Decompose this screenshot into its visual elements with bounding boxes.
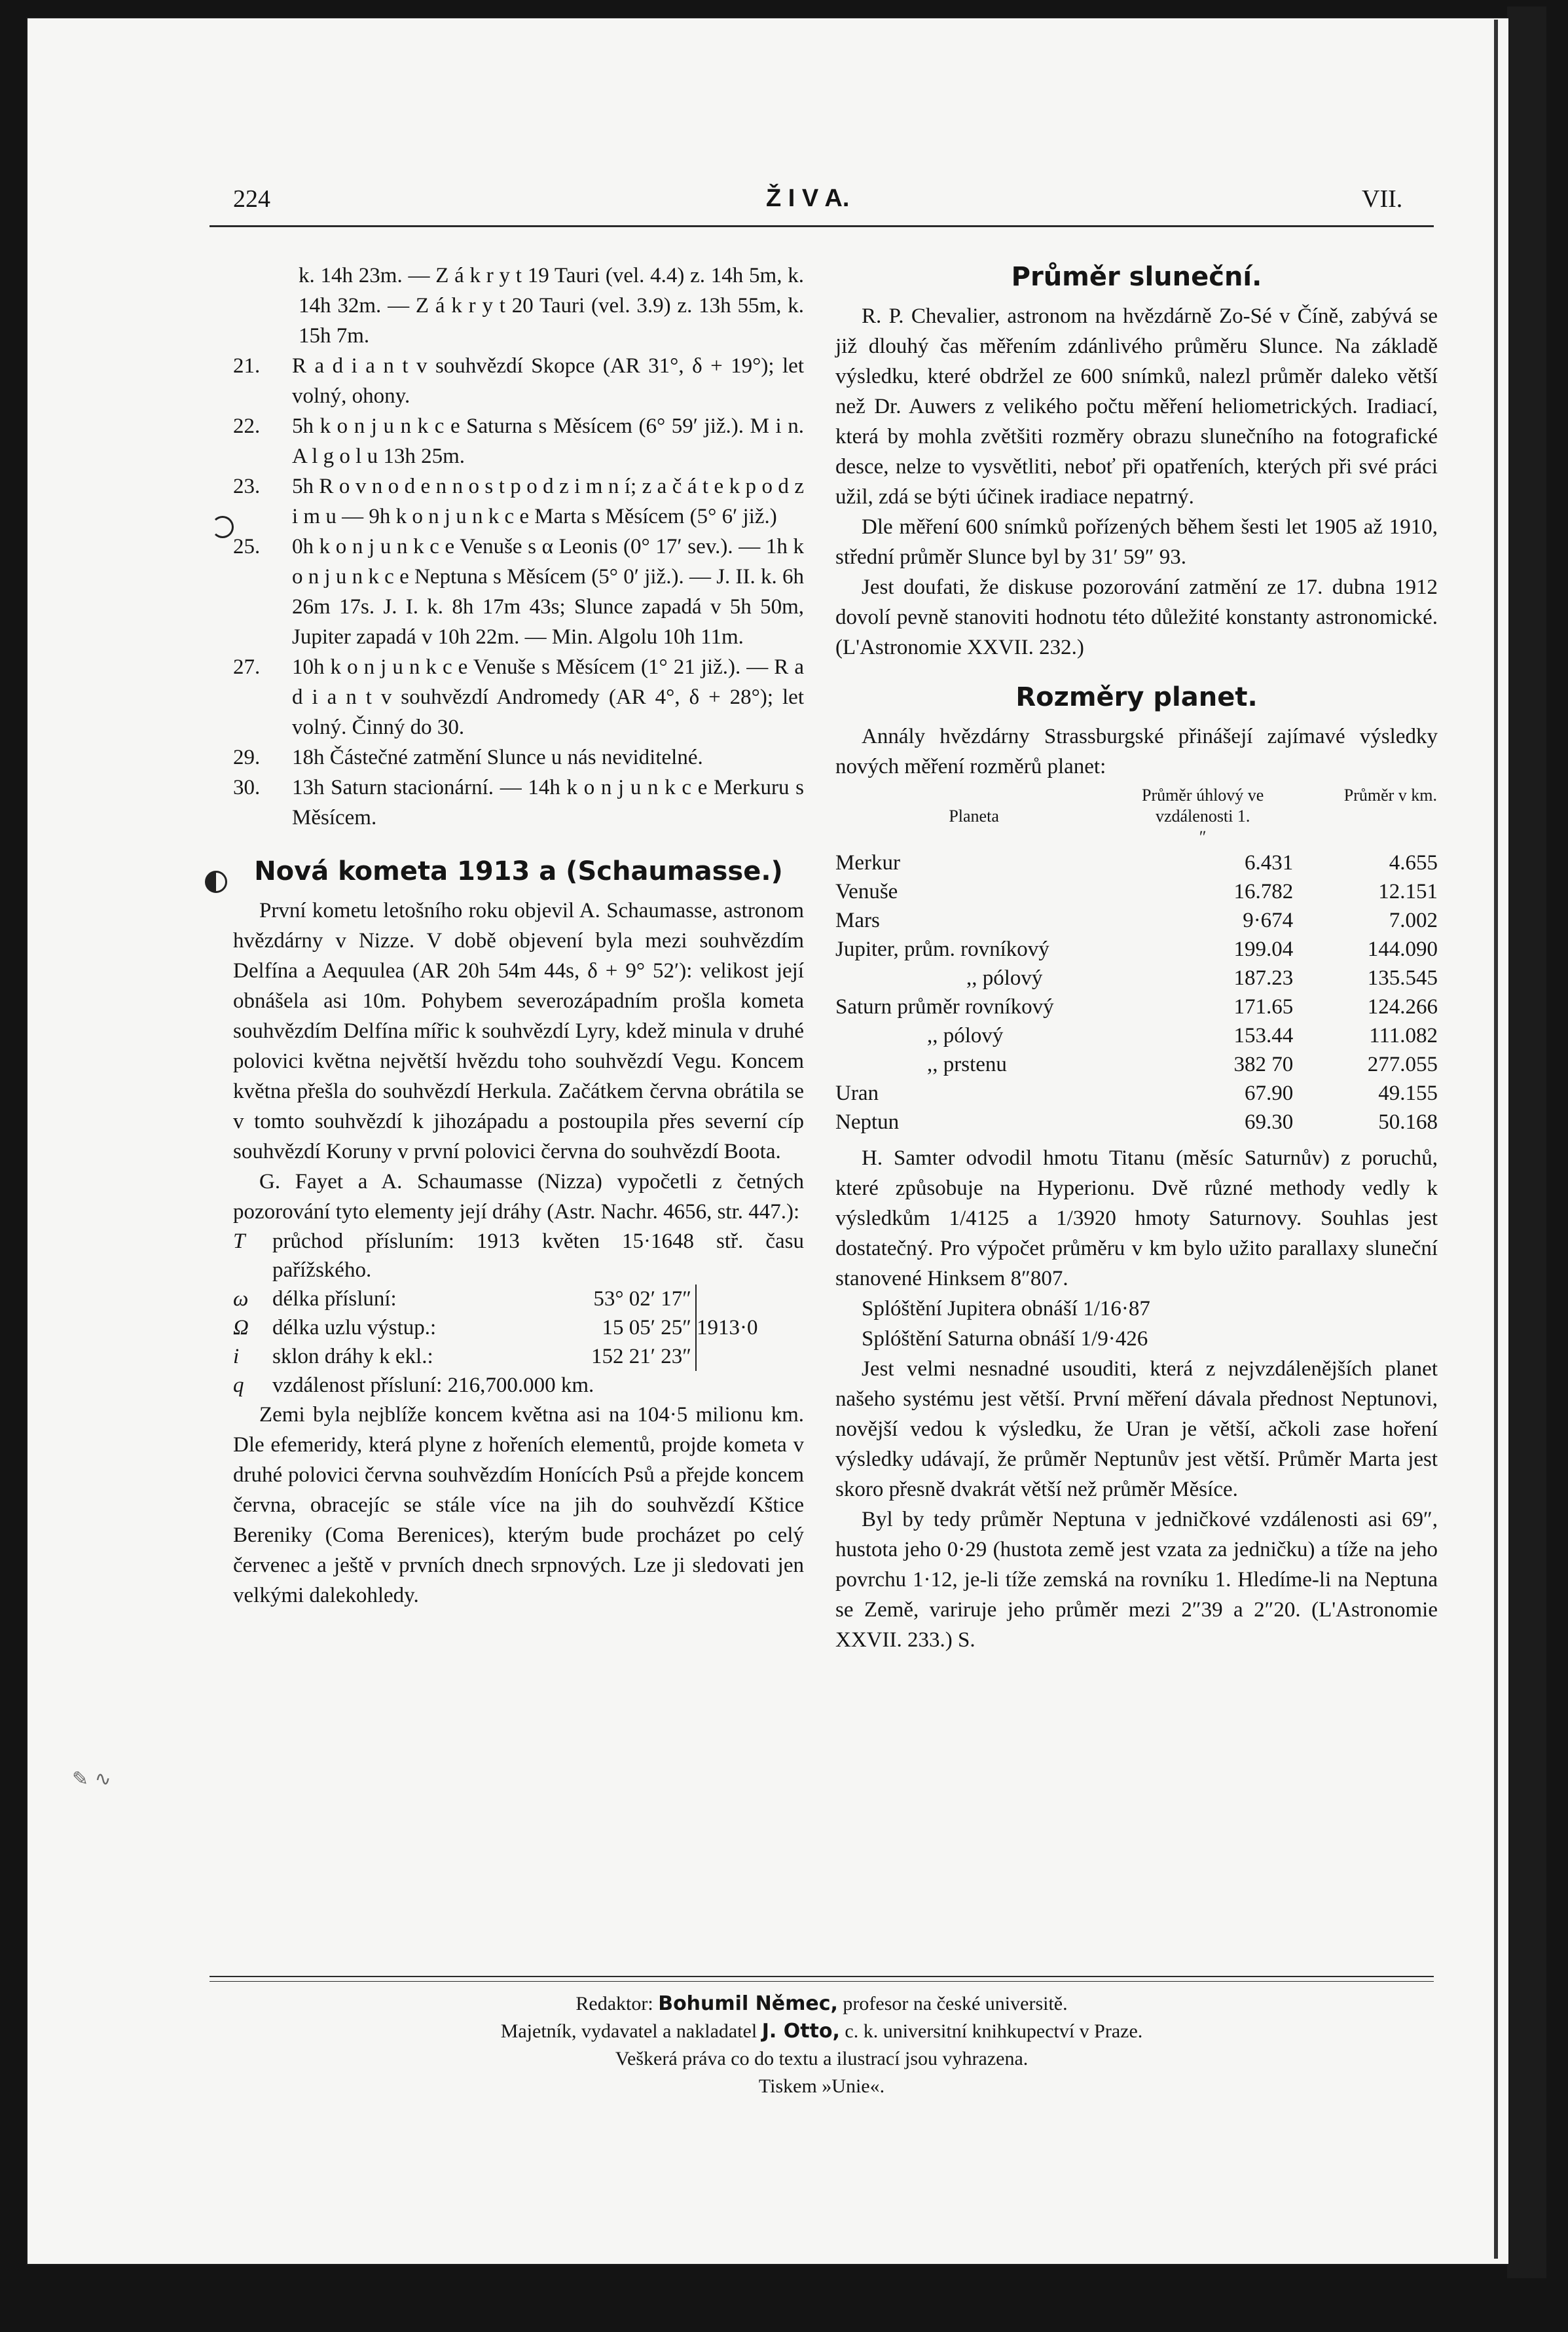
left-column — [233, 261, 804, 1611]
comet-paragraph: První kometu letošního roku objevil A. Schaumasse, astronom hvězdárny v Nizze. V době objevení byla mezi souhvězdím Delfína a Aequulea (AR 20h 54m 44s, δ + 9° 52′): velikost její obnášela asi 10m. Pohybem severozápadním prošla kometa souhvězdím Delfína mířic k souhvězdí Lyry, kdež minula v druhé polovici května největší hvězdu toho souhvězdí Vegu. Koncem května přešla do souhvězdí Herkula. Začátkem června obrátila se v tomto souhvězdí k jihozápadu a postoupila přes severní cíp souhvězdí Koruny v první polovici června do souhvězdí Boota. — [233, 899, 804, 1163]
orbit-elements-list — [233, 1284, 697, 1371]
planets-intro: Annály hvězdárny Strassburgské přinášejí zajímavé výsledky nových měření rozměrů planet: — [835, 725, 1438, 778]
planets-paragraph: H. Samter odvodil hmotu Titanu (měsíc Saturnův) z poruchů, které způsobuje na Hyperionu. Dvě různé methody vedly k výsledkům 1/4125 a 1/3920 hmoty Saturnovy. Souhlas jest dostatečný. Pro výpočet průměru v km bylo užito parallaxy sluneční stanovené Hinksem 8″807. — [835, 1146, 1438, 1290]
margin-handwriting: ✎ ∿ — [72, 1768, 111, 1791]
colophon-printer: Tiskem »Unie«. — [758, 2075, 885, 2097]
calendar-entry: 29. 18h Částečné zatmění Slunce u nás neviditelné. — [233, 746, 703, 769]
column-header-planet: Planeta — [949, 807, 999, 826]
orbit-elements-group — [233, 1284, 804, 1371]
table-row: Jupiter, prům. rovníkový 199.04 144.090 — [835, 938, 1438, 961]
planets-paragraph: Splóštění Jupitera obnáší 1/16·87 — [862, 1297, 1150, 1321]
colophon-rights: Veškerá práva co do textu a ilustrací jsou vyhrazena. — [615, 2048, 1029, 2069]
calendar-entry: 23. 5h R o v n o d e n n o s t p o d z i m n í; z a č á t e k p o d z i m u — 9h k o n j u n k c e Marta s Měsícem (5° 6′ již.) — [233, 475, 804, 528]
sun-paragraph: Dle měření 600 snímků pořízených během šesti let 1905 až 1910, střední průměr Slunce byl by 31′ 59″ 93. — [835, 515, 1438, 569]
table-row: Uran 67.90 49.155 — [835, 1082, 1438, 1105]
table-row: ,, prstenu 382 70 277.055 — [927, 1053, 1438, 1076]
right-column — [835, 261, 1438, 1655]
volume-number: VII. — [1362, 185, 1403, 213]
table-row: Neptun 69.30 50.168 — [835, 1110, 1438, 1134]
calendar-entry: 21. R a d i a n t v souhvězdí Skopce (AR 31°, δ + 19°); let volný, ohony. — [233, 354, 804, 408]
page-edge-line — [1494, 20, 1498, 2259]
colophon-editor: Redaktor: Bohumil Němec, profesor na české universitě. — [575, 1992, 1068, 2015]
footer-rule-thin — [210, 1981, 1434, 1982]
calendar-entry: 25. 0h k o n j u n k c e Venuše s α Leonis (0° 17′ sev.). — 1h k o n j u n k c e Neptuna s Měsícem (5° 0′ již.). — J. II. k. 6h 26m 17s. J. I. k. 8h 17m 43s; Slunce zapadá v 5h 50m, Jupiter zapadá v 10h 22m. — Min. Algolu 10h 11m. — [233, 535, 805, 649]
colophon — [210, 1990, 1434, 2100]
colophon-publisher: Majetník, vydavatel a nakladatel J. Otto, c. k. universitní knihkupectví v Praze. — [500, 2020, 1143, 2043]
calendar-entry: k. 14h 23m. — Z á k r y t 19 Tauri (vel. 4.4) z. 14h 5m, k. 14h 32m. — Z á k r y t 20 Tauri (vel. 3.9) z. 13h 55m, k. 15h 7m. — [299, 264, 804, 348]
planets-paragraph: Jest velmi nesnadné usouditi, která z nejvzdálenějších planet našeho systému jest větší. První měření dávala přednost Neptunovi, novější vedou k výsledku, že Uran je větší, ačkoli zase hoření výsledky udávají, že průměr Neptunův jest větší. Průměr Marta jest skoro přesně dvakrát větší než průměr Měsíce. — [835, 1357, 1438, 1501]
table-row: Mars 9·674 7.002 — [835, 909, 1438, 932]
orbit-element: i sklon dráhy k ekl.: 152 21′ 23″ — [233, 1345, 691, 1368]
orbit-element: ω délka přísluní: 53° 02′ 17″ — [233, 1287, 691, 1311]
scan-border-right — [1507, 7, 1546, 2278]
column-header-angular: Průměr úhlový ve vzdálenosti 1. ″ — [1142, 786, 1264, 847]
table-header-row — [835, 784, 1438, 848]
table-row: Saturn průměr rovníkový 171.65 124.266 — [835, 995, 1438, 1019]
table-row: ,, pólový 153.44 111.082 — [927, 1024, 1438, 1048]
orbit-element-perihelion-passage: T průchod přísluním: 1913 květen 15·1648 stř. času pařížského. — [233, 1230, 804, 1282]
orbit-epoch: 1913·0 — [697, 1316, 758, 1339]
table-row: ,, pólový 187.23 135.545 — [966, 966, 1438, 990]
sun-heading: Průměr sluneční. — [1011, 262, 1262, 292]
first-quarter-moon-icon — [211, 516, 234, 538]
comet-paragraph: Zemi byla nejblíže koncem května asi na 104·5 milionu km. Dle efemeridy, která plyne z hořeních elementů, projde kometa v druhé polovici června souhvězdím Honících Psů a přejde koncem června, obracejíc se stále více na jih do souhvězdí Kštice Bereniky (Coma Berenices), kterým bude procházet po celý červenec a ještě v prvních dnech srpnových. Lze ji sledovati jen velkými dalekohledy. — [233, 1403, 804, 1607]
calendar-entry: 22. 5h k o n j u n k c e Saturna s Měsícem (6° 59′ již.). M i n. A l g o l u 13h 25m. — [233, 414, 804, 468]
calendar-entry: 30. 13h Saturn stacionární. — 14h k o n j u n k c e Merkuru s Měsícem. — [233, 776, 804, 829]
footer-rule — [210, 1976, 1434, 1977]
journal-title: Ž I V A. — [766, 185, 850, 212]
sun-paragraph: R. P. Chevalier, astronom na hvězdárně Zo-Sé v Číně, zabývá se již dlouhý čas měřením zdánlivého průměru Slunce. Na základě výsledku, které obdržel ze 600 snímků, nalezl průměr daleko větší než Dr. Auwers z velikého počtu měření heliometrických. Iradiací, která by mohla zvětšiti rozměry obrazu slunečního na fotografické desce, nelze to vysvětliti, neboť při opatřeních, kterých při své práci užil, zdá se býti účinek iradiace nepatrný. — [835, 304, 1438, 509]
page-number: 224 — [233, 185, 270, 213]
table-row: Venuše 16.782 12.151 — [835, 880, 1438, 903]
calendar-entry: 27. 10h k o n j u n k c e Venuše s Měsícem (1° 21 již.). — R a d i a n t v souhvězdí Andromedy (AR 4°, δ + 28°); let volný. Činný do 30. — [233, 655, 804, 739]
table-row: Merkur 6.431 4.655 — [835, 851, 1438, 875]
header-rule — [210, 225, 1434, 227]
planets-heading: Rozměry planet. — [1015, 682, 1258, 712]
planet-dimensions-table — [835, 784, 1438, 1137]
sun-paragraph: Jest doufati, že diskuse pozorování zatmění ze 17. dubna 1912 dovolí pevně stanoviti hodnotu této důležité konstanty astronomické. (L'Astronomie XXVII. 232.) — [835, 575, 1438, 659]
comet-paragraph: G. Fayet a A. Schaumasse (Nizza) vypočetli z četných pozorování tyto elementy její dráhy (Astr. Nachr. 4656, str. 447.): — [233, 1170, 804, 1224]
orbit-element: Ω délka uzlu výstup.: 15 05′ 25″ — [233, 1316, 691, 1339]
last-quarter-moon-icon — [205, 871, 227, 893]
planets-paragraph: Splóštění Saturna obnáší 1/9·426 — [862, 1327, 1148, 1351]
planets-paragraph: Byl by tedy průměr Neptuna v jedničkové vzdálenosti asi 69″, hustota jeho 0·29 (hustota země jest vzata za jedničku) a tíže na jeho povrchu 1·12, je-li tíže zemská na rovníku 1. Hledíme-li na Neptuna se Země, variruje jeho průměr mezi 2″39 a 2″20. (L'Astronomie XXVII. 233.) S. — [835, 1508, 1438, 1652]
comet-heading: Nová kometa 1913 a (Schaumasse.) — [254, 856, 783, 886]
column-header-km: Průměr v km. — [1343, 786, 1437, 805]
orbit-element-perihelion-distance: q vzdálenost přísluní: 216,700.000 km. — [233, 1374, 594, 1397]
